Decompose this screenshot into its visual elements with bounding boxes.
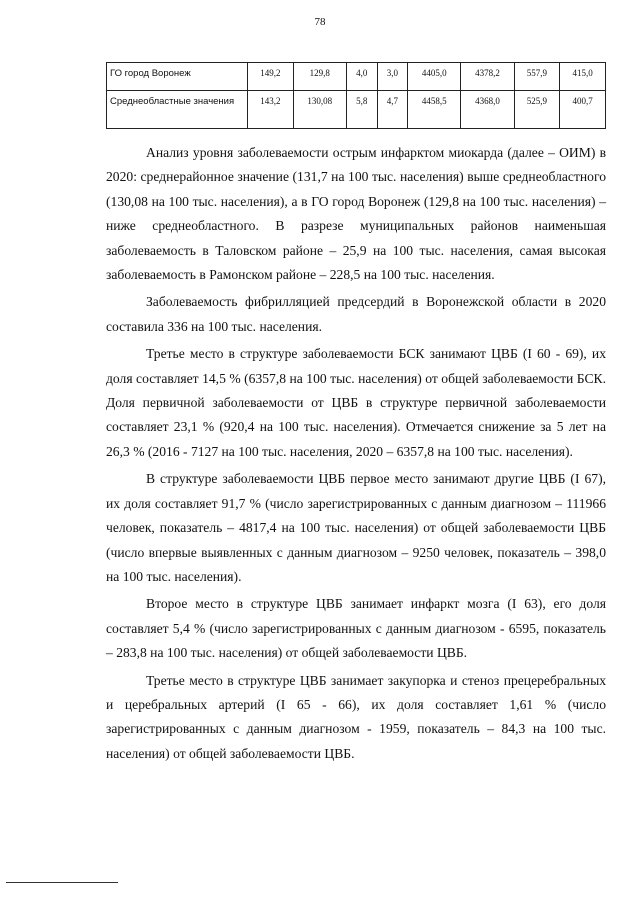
table-cell: 149,2	[248, 63, 294, 91]
table-cell: 5,8	[346, 91, 377, 129]
paragraph-cvd-first-place: В структуре заболеваемости ЦВБ первое место занимают другие ЦВБ (I 67), их доля составляет 91,7 % (число зарегистрированных с данным диагнозом – 111966 человек, показатель – 4817,4 на 100 тыс. населения) от общей заболеваемости ЦВБ (число впервые выявленных с данным диагнозом – 9250 человек, показатель – 398,0 на 100 тыс. населения).	[106, 471, 606, 584]
table-cell: 143,2	[248, 91, 294, 129]
table-cell: 4,0	[346, 63, 377, 91]
table-cell: 4405,0	[408, 63, 461, 91]
table-row-label: Среднеобластные значения	[107, 91, 248, 129]
table-cell: 4,7	[377, 91, 408, 129]
table-row	[107, 91, 606, 129]
table-row	[107, 63, 606, 91]
table-cell: 557,9	[514, 63, 560, 91]
statistics-table	[106, 62, 606, 129]
footnote-divider	[6, 882, 118, 883]
paragraph-atrial-fibrillation: Заболеваемость фибрилляцией предсердий в Воронежской области в 2020 составила 336 на 100 тыс. населения.	[106, 294, 606, 334]
table-cell: 400,7	[560, 91, 606, 129]
table-cell: 415,0	[560, 63, 606, 91]
paragraph-oim: Анализ уровня заболеваемости острым инфарктом миокарда (далее – ОИМ) в 2020: среднерайонное значение (131,7 на 100 тыс. населения) выше среднеобластного (130,08 на 100 тыс. населения), а в ГО город Воронеж (129,8 на 100 тыс. населения) – ниже среднеобластного. В разрезе муниципальных районов наименьшая заболеваемость в Таловском районе – 25,9 на 100 тыс. населения, самая высокая заболеваемость в Рамонском районе – 228,5 на 100 тыс. населения.	[106, 145, 606, 283]
paragraph-cvd-share: Третье место в структуре заболеваемости БСК занимают ЦВБ (I 60 - 69), их доля составляет 14,5 % (6357,8 на 100 тыс. населения) от общей заболеваемости БСК. Доля первичной заболеваемости от ЦВБ в структуре первичной заболеваемости составляет 23,1 % (920,4 на 100 тыс. населения). Отмечается снижение за 5 лет на 26,3 % (2016 - 7127 на 100 тыс. населения, 2020 – 6357,8 на 100 тыс. населения).	[106, 346, 606, 459]
paragraph-cvd-second-place: Второе место в структуре ЦВБ занимает инфаркт мозга (I 63), его доля составляет 5,4 % (число зарегистрированных с данным диагнозом - 6595, показатель – 283,8 на 100 тыс. населения) от общей заболеваемости ЦВБ.	[106, 596, 606, 661]
table-cell: 130,08	[293, 91, 346, 129]
body-text	[106, 141, 606, 769]
table-cell: 3,0	[377, 63, 408, 91]
table-cell: 4368,0	[461, 91, 514, 129]
table-cell: 4378,2	[461, 63, 514, 91]
table-cell: 525,9	[514, 91, 560, 129]
paragraph-cvd-third-place: Третье место в структуре ЦВБ занимает закупорка и стеноз прецеребральных и церебральных артерий (I 65 - 66), их доля составляет 1,61 % (число зарегистрированных с данным диагнозом - 1959, показатель – 84,3 на 100 тыс. населения) от общей заболеваемости ЦВБ.	[106, 672, 606, 761]
table-cell: 4458,5	[408, 91, 461, 129]
page-number: 78	[314, 16, 326, 28]
table-cell: 129,8	[293, 63, 346, 91]
table-row-label: ГО город Воронеж	[107, 63, 248, 91]
